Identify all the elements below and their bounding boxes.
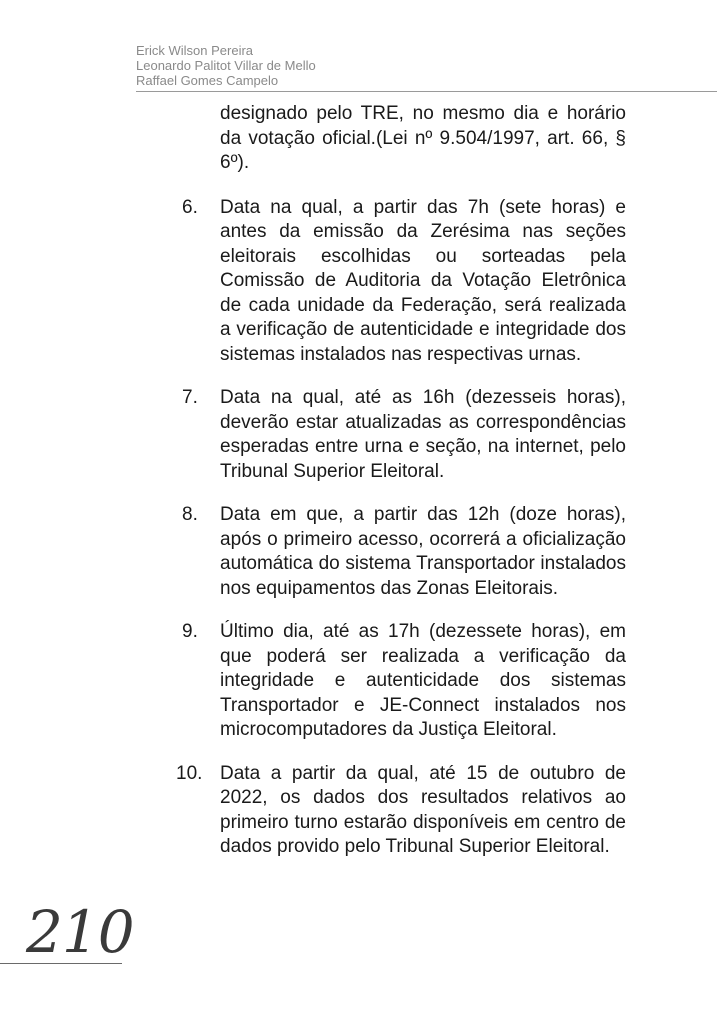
header-divider — [136, 91, 717, 92]
continued-paragraph: designado pelo TRE, no mesmo dia e horário da votação oficial.(Lei nº 9.504/1997, art. 66, § 6º). — [220, 103, 626, 173]
list-item-text: Data em que, a partir das 12h (doze horas), após o primeiro acesso, ocorrerá a oficialização automática do sistema Transportador instalados nos equipamentos das Zonas Eleitorais. — [220, 504, 626, 599]
footer-divider — [0, 963, 122, 964]
author-list — [136, 43, 316, 88]
author-name: Raffael Gomes Campelo — [136, 73, 279, 88]
list-item-text: Data na qual, a partir das 7h (sete horas) e antes da emissão da Zerésima nas seções eleitorais escolhidas ou sorteadas pela Comissão de Auditoria da Votação Eletrônica de cada unidade da Federação, será realizada a verificação de autenticidade e integridade dos sistemas instalados nas respectivas urnas. — [220, 196, 626, 365]
list-item-number: 9. — [182, 621, 198, 642]
list-item — [176, 503, 626, 601]
list-item — [176, 620, 626, 743]
list-item-number: 8. — [182, 504, 198, 525]
list-item-number: 7. — [182, 387, 198, 408]
author-name: Leonardo Palitot Villar de Mello — [136, 58, 316, 73]
list-item — [176, 196, 626, 368]
list-item — [176, 386, 626, 484]
list-item — [176, 762, 626, 860]
list-item-number: 6. — [182, 196, 198, 218]
body-text — [176, 102, 626, 879]
list-item-text: Último dia, até as 17h (dezessete horas), em que poderá ser realizada a verificação da integridade e autenticidade dos sistemas Transportador e JE-Connect instalados nos microcomputadores da Justiça Eleitoral. — [220, 621, 626, 740]
list-item-text: Data a partir da qual, até 15 de outubro de 2022, os dados dos resultados relativos ao primeiro turno estarão disponíveis em centro de dados provido pelo Tribunal Superior Eleitoral. — [220, 762, 626, 857]
page-number: 210 — [26, 898, 134, 966]
list-item-number: 10. — [176, 762, 203, 784]
author-name: Erick Wilson Pereira — [136, 43, 254, 58]
list-item-text: Data na qual, até as 16h (dezesseis horas), deverão estar atualizadas as correspondências esperadas entre urna e seção, na internet, pelo Tribunal Superior Eleitoral. — [220, 387, 626, 482]
